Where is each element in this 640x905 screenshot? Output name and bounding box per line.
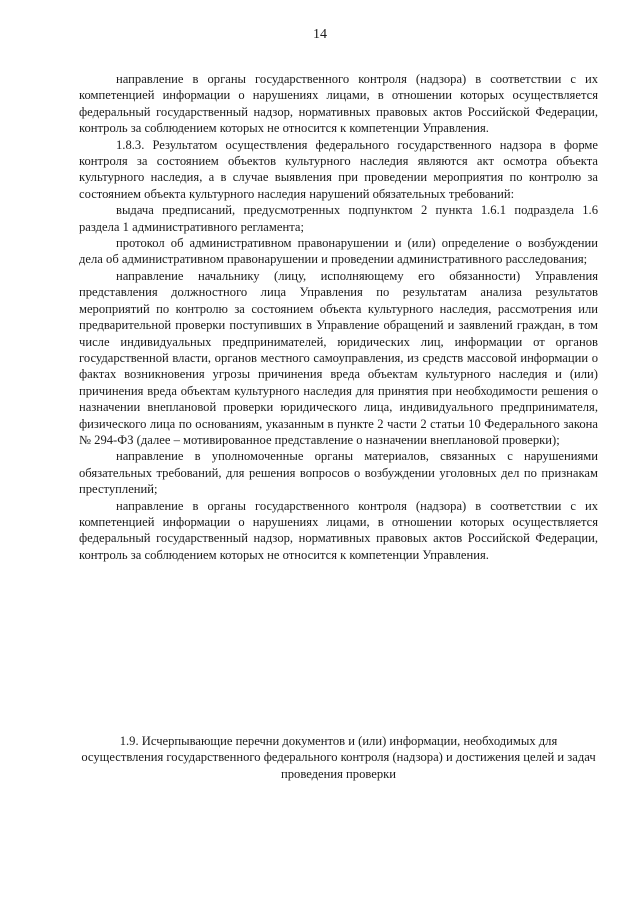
paragraph-1-8-3-result: 1.8.3. Результатом осуществления федерального государственного надзора в форме контроля за состоянием объектов культурного наследия являются акт осмотра объекта культурного наследия, а в случае выявления при проведении мероприятия по контролю за состоянием объекта культурного наследия нарушений обязательных требований:: [79, 137, 598, 201]
paragraph-referral-to-authorized-bodies: направление в уполномоченные органы материалов, связанных с нарушениями обязательных требований, для решения вопросов о возбуждении уголовных дел по признакам преступлений;: [79, 449, 598, 497]
paragraph-issuing-orders: выдача предписаний, предусмотренных подпунктом 2 пункта 1.6.1 подраздела 1.6 раздела 1 административного регламента;: [79, 203, 598, 234]
paragraph-referral-to-control-bodies-2: направление в органы государственного контроля (надзора) в соответствии с их компетенцией информации о нарушениях лицами, в отношении которых осуществляется федеральный государственный надзор, нормативных правовых актов Российской Федерации, контроль за соблюдением которых не относится к компетенции Управления.: [79, 498, 598, 562]
body-text: [79, 71, 598, 563]
paragraph-protocol: протокол об административном правонарушении и (или) определение о возбуждении дела об административном правонарушении и проведении административного расследования;: [79, 236, 598, 267]
section-heading-1-9: 1.9. Исчерпывающие перечни документов и (или) информации, необходимых для осуществления государственного федерального контроля (надзора) и достижения целей и задач проведения проверки: [81, 734, 596, 781]
paragraph-referral-to-control-bodies: направление в органы государственного контроля (надзора) в соответствии с их компетенцией информации о нарушениях лицами, в отношении которых осуществляется федеральный государственный надзор, нормативных правовых актов Российской Федерации, контроль за соблюдением которых не относится к компетенции Управления.: [79, 72, 598, 136]
paragraph-motivated-submission: направление начальнику (лицу, исполняющему его обязанности) Управления представления должностного лица Управления по результатам анализа результатов мероприятий по контролю за состоянием объекта культурного наследия, рассмотрения или предварительной проверки поступивших в Управление обращений и заявлений граждан, в том числе индивидуальных предпринимателей, юридических лиц, информации от органов государственной власти, органов местного самоуправления, из средств массовой информации о фактах возникновения угрозы причинения вреда объектам культурного наследия и (или) причинения вреда объектам культурного наследия для принятия при необходимости решения о назначении внеплановой проверки юридического лица, индивидуального предпринимателя, физического лица по основаниям, указанным в пункте 2 части 2 статьи 10 Федерального закона № 294-ФЗ (далее – мотивированное представление о назначении внеплановой проверки);: [79, 268, 598, 447]
page-number: 14: [313, 27, 327, 42]
